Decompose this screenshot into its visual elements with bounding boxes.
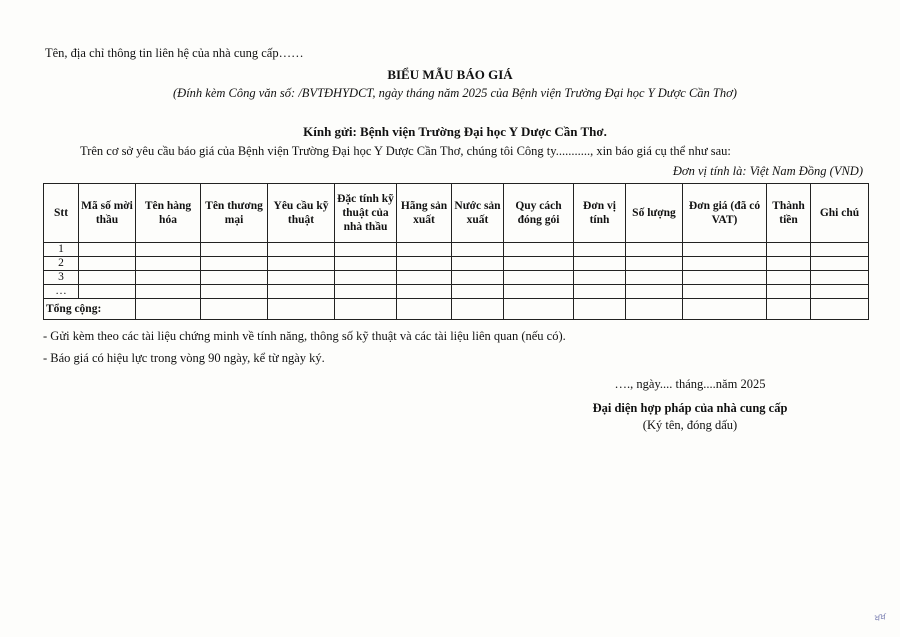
table-cell (767, 299, 811, 320)
signature-title: Đại diện hợp pháp của nhà cung cấp (592, 401, 788, 415)
table-cell (574, 285, 626, 299)
intro-text: Trên cơ sở yêu cầu báo giá của Bệnh viện Trường Đại học Y Dược Cần Thơ, chúng tôi Công ty..........., xin báo giá cụ thể như sau: (80, 144, 731, 158)
column-header: Stt (44, 184, 79, 243)
table-row (44, 285, 869, 299)
table-cell (335, 271, 397, 285)
table-cell (811, 299, 869, 320)
table-cell (504, 257, 574, 271)
table-cell (452, 257, 504, 271)
table-cell (268, 299, 335, 320)
table-row (44, 271, 869, 285)
table-cell (136, 271, 201, 285)
table-cell (683, 243, 767, 257)
table-header-row (44, 184, 869, 243)
note-2: - Báo giá có hiệu lực trong vòng 90 ngày, kể từ ngày ký. (43, 351, 325, 365)
table-cell (452, 243, 504, 257)
table-cell (811, 243, 869, 257)
table-cell (136, 285, 201, 299)
table-cell (335, 243, 397, 257)
table-cell (574, 257, 626, 271)
table-cell (335, 299, 397, 320)
table-cell (504, 299, 574, 320)
note-1: - Gửi kèm theo các tài liệu chứng minh về tính năng, thông số kỹ thuật và các tài liệu liên quan (nếu có). (43, 329, 566, 343)
table-cell (268, 271, 335, 285)
table-cell (811, 271, 869, 285)
table-cell (201, 243, 268, 257)
table-cell (335, 285, 397, 299)
column-header: Nước sản xuất (452, 184, 504, 243)
column-header: Thành tiền (767, 184, 811, 243)
table-cell (574, 243, 626, 257)
table-cell (79, 285, 136, 299)
quote-table (43, 183, 869, 320)
table-cell (767, 271, 811, 285)
supplier-info: Tên, địa chỉ thông tin liên hệ của nhà cung cấp…… (45, 46, 304, 60)
table-cell (79, 257, 136, 271)
table-cell (335, 257, 397, 271)
table-row (44, 257, 869, 271)
column-header: Đặc tính kỹ thuật của nhà thầu (335, 184, 397, 243)
form-subtitle: (Đính kèm Công văn số: /BVTĐHYDCT, ngày tháng năm 2025 của Bệnh viện Trường Đại học Y Dược Cần Thơ) (173, 86, 737, 100)
form-title: BIỂU MẪU BÁO GIÁ (387, 67, 513, 82)
column-header: Đơn giá (đã có VAT) (683, 184, 767, 243)
table-cell (397, 243, 452, 257)
row-number: 2 (44, 257, 79, 271)
table-cell (767, 285, 811, 299)
table-cell (811, 285, 869, 299)
addressee: Kính gửi: Bệnh viện Trường Đại học Y Dược Cần Thơ. (303, 124, 607, 139)
table-cell (79, 271, 136, 285)
column-header: Tên thương mại (201, 184, 268, 243)
table-cell (397, 285, 452, 299)
row-number: … (44, 285, 79, 299)
table-cell (452, 271, 504, 285)
column-header: Số lượng (626, 184, 683, 243)
column-header: Ghi chú (811, 184, 869, 243)
table-cell (268, 285, 335, 299)
table-cell (201, 257, 268, 271)
table-cell (452, 285, 504, 299)
total-label: Tổng cộng: (44, 299, 136, 320)
table-cell (683, 285, 767, 299)
signature-date: …., ngày.... tháng....năm 2025 (614, 377, 766, 391)
table-cell (626, 243, 683, 257)
table-cell (574, 299, 626, 320)
table-cell (268, 243, 335, 257)
table-cell (626, 285, 683, 299)
table-cell (136, 257, 201, 271)
table-cell (201, 271, 268, 285)
table-cell (626, 271, 683, 285)
table-cell (683, 271, 767, 285)
table-cell (201, 285, 268, 299)
signature-note: (Ký tên, đóng dấu) (642, 418, 738, 432)
table-cell (201, 299, 268, 320)
table-cell (452, 299, 504, 320)
currency-unit: Đơn vị tính là: Việt Nam Đồng (VND) (672, 164, 863, 178)
table-row (44, 243, 869, 257)
row-number: 1 (44, 243, 79, 257)
table-cell (397, 271, 452, 285)
table-cell (767, 257, 811, 271)
table-cell (683, 299, 767, 320)
margin-mark: ਖਖ (872, 610, 887, 624)
table-cell (79, 243, 136, 257)
table-cell (767, 243, 811, 257)
table-cell (683, 257, 767, 271)
column-header: Mã số mời thầu (79, 184, 136, 243)
table-cell (626, 257, 683, 271)
column-header: Hãng sản xuất (397, 184, 452, 243)
table-cell (626, 299, 683, 320)
table-cell (397, 299, 452, 320)
column-header: Đơn vị tính (574, 184, 626, 243)
total-row (44, 299, 869, 320)
column-header: Yêu cầu kỹ thuật (268, 184, 335, 243)
table-cell (136, 243, 201, 257)
table-cell (136, 299, 201, 320)
table-cell (811, 257, 869, 271)
table-cell (268, 257, 335, 271)
column-header: Quy cách đóng gói (504, 184, 574, 243)
table-cell (504, 285, 574, 299)
table-cell (504, 271, 574, 285)
row-number: 3 (44, 271, 79, 285)
column-header: Tên hàng hóa (136, 184, 201, 243)
table-cell (397, 257, 452, 271)
table-cell (574, 271, 626, 285)
table-cell (504, 243, 574, 257)
